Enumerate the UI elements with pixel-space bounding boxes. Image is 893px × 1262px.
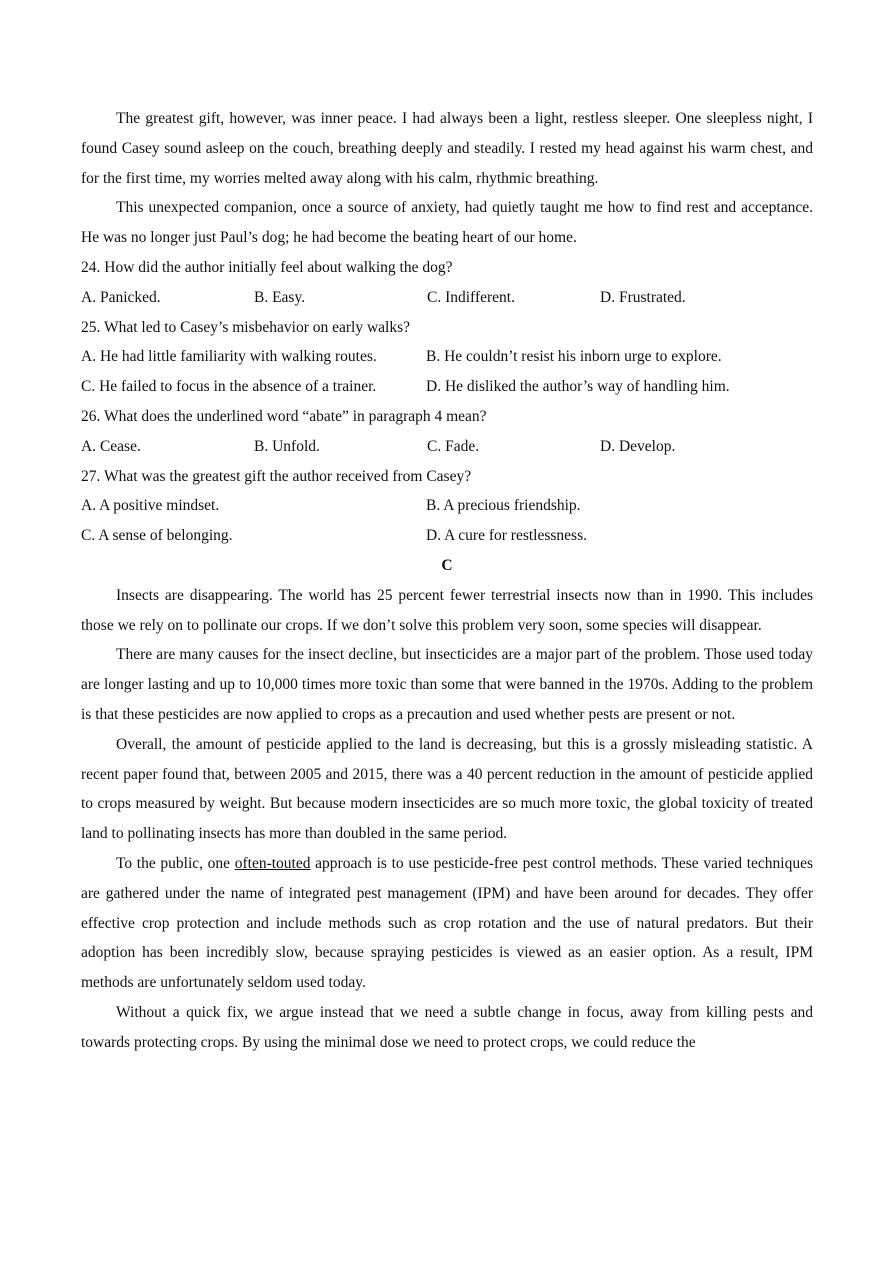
- section-heading: C: [441, 556, 453, 574]
- paragraph: The greatest gift, however, was inner peace. I had always been a light, restless sleeper. One sleepless night, I found Casey sound asleep on the couch, breathing deeply and steadily. I rested my head against his warm chest, and for the first time, my worries melted away along with his calm, rhythmic breathing.: [81, 110, 813, 187]
- option-a: A. A positive mindset.: [81, 497, 220, 515]
- option-b: B. Easy.: [254, 288, 306, 306]
- option-a: A. Panicked.: [81, 288, 161, 306]
- text-after: approach is to use pesticide-free pest control methods. These varied techniques are gathered under the name of integrated pest management (IPM) and have been around for decades. They offer effective crop protection and include methods such as crop rotation and the use of natural predators. But their adoption has been incredibly slow, because spraying pesticides is viewed as an easier option. As a result, IPM methods are unfortunately seldom used today.: [81, 854, 814, 992]
- paragraph: This unexpected companion, once a source of anxiety, had quietly taught me how to find rest and acceptance. He was no longer just Paul’s dog; he had become the beating heart of our home.: [81, 199, 813, 247]
- option-d: D. A cure for restlessness.: [426, 527, 587, 545]
- paragraph: Overall, the amount of pesticide applied to the land is decreasing, but this is a grossly misleading statistic. A recent paper found that, between 2005 and 2015, there was a 40 percent reduction in the amount of pesticide applied to crops measured by weight. But because modern insecticides are so much more toxic, the global toxicity of treated land to pollinating insects has more than doubled in the same period.: [81, 735, 813, 843]
- question-25: 25. What led to Casey’s misbehavior on early walks?: [81, 318, 411, 336]
- question-27: 27. What was the greatest gift the author received from Casey?: [81, 467, 472, 485]
- options-26: [81, 432, 813, 462]
- paragraph-4: [81, 849, 813, 998]
- underlined-word: often-touted: [234, 854, 311, 872]
- paragraph: There are many causes for the insect decline, but insecticides are a major part of the problem. Those used today are longer lasting and up to 10,000 times more toxic than some that were banned in the 1970s. Adding to the problem is that these pesticides are now applied to crops as a precaution and used whether pests are present or not.: [81, 646, 813, 723]
- option-a: A. Cease.: [81, 437, 141, 455]
- options-24: [81, 283, 813, 313]
- options-25-row2: [81, 372, 813, 402]
- text-before: To the public, one: [116, 854, 235, 872]
- option-b: B. A precious friendship.: [426, 497, 581, 515]
- paragraph: Insects are disappearing. The world has 25 percent fewer terrestrial insects now than in 1990. This includes those we rely on to pollinate our crops. If we don’t solve this problem very soon, some species will disappear.: [81, 586, 813, 634]
- paragraph: Without a quick fix, we argue instead that we need a subtle change in focus, away from killing pests and towards protecting crops. By using the minimal dose we need to protect crops, we could reduce the: [81, 1003, 813, 1051]
- option-c: C. Indifferent.: [427, 288, 515, 306]
- options-25-row1: [81, 342, 813, 372]
- option-d: D. Develop.: [600, 437, 676, 455]
- option-b: B. Unfold.: [254, 437, 320, 455]
- document-page: [81, 104, 813, 1058]
- option-d: D. He disliked the author’s way of handling him.: [426, 378, 730, 396]
- question-24: 24. How did the author initially feel about walking the dog?: [81, 258, 453, 276]
- option-c: C. A sense of belonging.: [81, 527, 233, 545]
- question-26: 26. What does the underlined word “abate” in paragraph 4 mean?: [81, 407, 487, 425]
- option-b: B. He couldn’t resist his inborn urge to explore.: [426, 348, 722, 366]
- option-c: C. He failed to focus in the absence of a trainer.: [81, 378, 377, 396]
- option-c: C. Fade.: [427, 437, 480, 455]
- option-a: A. He had little familiarity with walking routes.: [81, 348, 377, 366]
- options-27-row2: [81, 521, 813, 551]
- options-27-row1: [81, 491, 813, 521]
- option-d: D. Frustrated.: [600, 288, 686, 306]
